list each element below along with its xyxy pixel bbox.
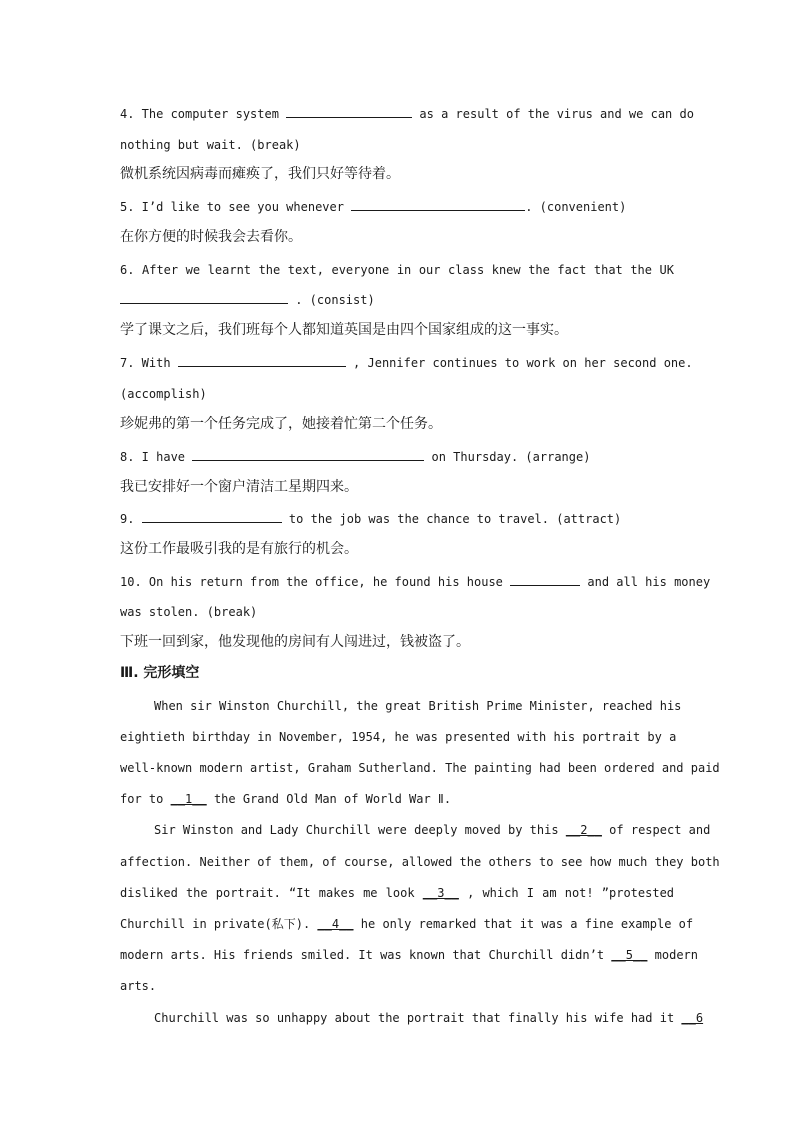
q8-text-a: 8. I have xyxy=(120,450,186,464)
q10-answer-blank[interactable] xyxy=(510,574,580,586)
passage-text: Sir Winston and Lady Churchill were deeply moved by this xyxy=(154,823,559,837)
passage-text: Churchill was so unhappy about the portrait that finally his wife had it xyxy=(154,1011,675,1025)
q8-answer-blank[interactable] xyxy=(192,449,424,461)
passage-p2-line-1 xyxy=(154,822,711,838)
passage-text: the Grand Old Man of World War Ⅱ. xyxy=(213,792,452,806)
q7-answer-blank[interactable] xyxy=(178,355,346,367)
q4-text-b: as a result of the virus and we can do xyxy=(419,107,694,121)
passage-text: modern xyxy=(654,948,699,962)
q4-translation: 微机系统因病毒而瘫痪了，我们只好等待着。 xyxy=(120,166,400,182)
q9-text-b: to the job was the chance to travel. (attract) xyxy=(288,512,622,526)
q8-text-b: on Thursday. (arrange) xyxy=(431,450,591,464)
cloze-blank-3[interactable]: __3__ xyxy=(422,886,459,900)
passage-text: disliked the portrait. “It makes me look xyxy=(120,886,415,900)
cloze-blank-5[interactable]: __5__ xyxy=(611,948,648,962)
q10-text-b: and all his money xyxy=(587,575,711,589)
q5-line-1 xyxy=(120,199,674,215)
q6-text-b: . (consist) xyxy=(295,293,375,307)
q7-line-1 xyxy=(120,355,693,371)
passage-text: of respect and xyxy=(609,823,711,837)
q5-answer-blank[interactable] xyxy=(351,199,525,211)
q5-translation: 在你方便的时候我会去看你。 xyxy=(120,229,302,245)
q7-text-a: 7. With xyxy=(120,356,171,370)
q7-line-2: (accomplish) xyxy=(120,387,207,401)
passage-p2-line-4 xyxy=(120,916,694,932)
q5-text-b: . (convenient) xyxy=(525,200,627,214)
passage-text: modern arts. His friends smiled. It was known that Churchill didn’t xyxy=(120,948,605,962)
q5-text-a: 5. I’d like to see you whenever xyxy=(120,200,344,214)
q7-text-b: , Jennifer continues to work on her second one. xyxy=(353,356,693,370)
passage-p1-line-4 xyxy=(120,791,674,807)
passage-text: Churchill in private(私下). xyxy=(120,917,311,931)
q6-translation: 学了课文之后，我们班每个人都知道英国是由四个国家组成的这一事实。 xyxy=(120,322,568,338)
q8-line-1 xyxy=(120,449,674,465)
q10-line-1 xyxy=(120,574,711,590)
cloze-blank-6[interactable]: __6 xyxy=(681,1011,704,1025)
q9-text-a: 9. xyxy=(120,512,135,526)
q9-answer-blank[interactable] xyxy=(142,511,282,523)
q9-line-1 xyxy=(120,511,674,527)
q6-answer-blank[interactable] xyxy=(120,292,288,304)
passage-p2-line-2: affection. Neither of them, of course, allowed the others to see how much they both xyxy=(120,855,720,869)
q4-answer-blank[interactable] xyxy=(286,106,412,118)
q10-translation: 下班一回到家，他发现他的房间有人闯进过，钱被盗了。 xyxy=(120,634,470,650)
cloze-blank-2[interactable]: __2__ xyxy=(565,823,602,837)
passage-p2-line-6: arts. xyxy=(120,979,157,993)
q7-translation: 珍妮弗的第一个任务完成了，她接着忙第二个任务。 xyxy=(120,416,442,432)
passage-p1-line-2: eightieth birthday in November, 1954, he was presented with his portrait by a xyxy=(120,730,677,744)
passage-p1-line-3: well-known modern artist, Graham Sutherland. The painting had been ordered and paid xyxy=(120,761,720,775)
passage-p1-line-1: When sir Winston Churchill, the great British Prime Minister, reached his xyxy=(154,699,682,713)
q6-line-2 xyxy=(120,292,674,308)
q4-line-1 xyxy=(120,106,694,122)
cloze-blank-4[interactable]: __4__ xyxy=(317,917,354,931)
passage-text: , which I am not! ”protested xyxy=(467,886,675,900)
q4-line-2: nothing but wait. (break) xyxy=(120,138,301,152)
q6-line-1: 6. After we learnt the text, everyone in our class knew the fact that the UK xyxy=(120,263,674,277)
q10-line-2: was stolen. (break) xyxy=(120,605,258,619)
passage-p2-line-3 xyxy=(120,885,674,901)
q4-text-a: 4. The computer system xyxy=(120,107,279,121)
section-heading: Ⅲ. 完形填空 xyxy=(120,665,200,681)
passage-p2-line-5 xyxy=(120,947,699,963)
q8-translation: 我已安排好一个窗户清洁工星期四来。 xyxy=(120,479,358,495)
q10-text-a: 10. On his return from the office, he found his house xyxy=(120,575,503,589)
q9-translation: 这份工作最吸引我的是有旅行的机会。 xyxy=(120,541,358,557)
passage-p3-line-1 xyxy=(154,1010,704,1026)
passage-text: for to xyxy=(120,792,164,806)
passage-text: he only remarked that it was a fine example of xyxy=(360,917,694,931)
cloze-blank-1[interactable]: __1__ xyxy=(170,792,207,806)
